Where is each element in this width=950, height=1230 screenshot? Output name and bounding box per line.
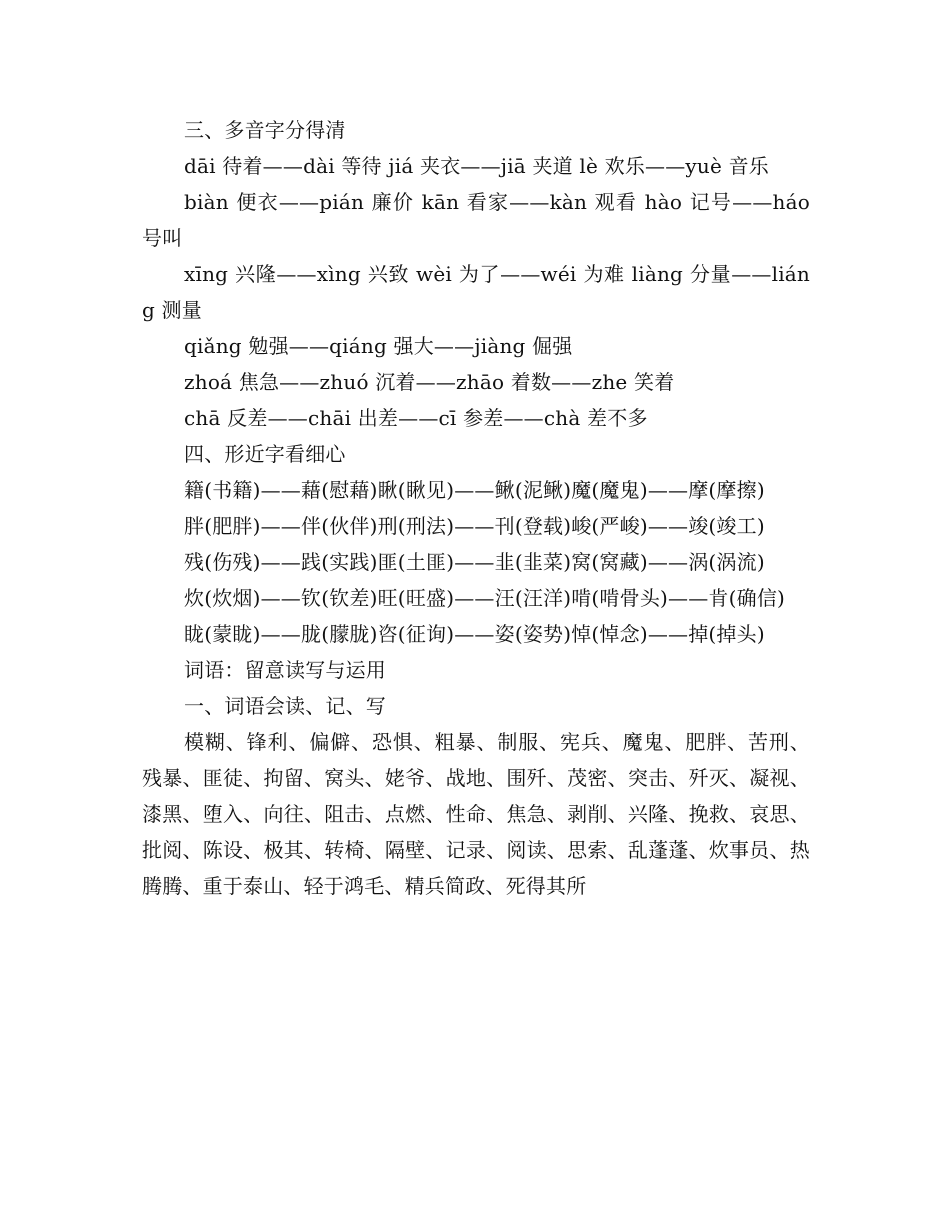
polyphonic-line: qiǎng 勉强——qiáng 强大——jiàng 倔强: [184, 334, 573, 358]
similar-chars-line: 胖(肥胖)——伴(伙伴)刑(刑法)——刊(登载)峻(严峻)——竣(竣工): [184, 514, 765, 538]
polyphonic-line: dāi 待着——dài 等待 jiá 夹衣——jiā 夹道 lè 欢乐——yuè 音乐: [184, 154, 769, 178]
polyphonic-line: chā 反差——chāi 出差——cī 参差——chà 差不多: [184, 406, 648, 430]
section-heading-vocabulary: 词语：留意读写与运用: [184, 658, 386, 682]
similar-chars-line: 眬(蒙眬)——胧(朦胧)咨(征询)——姿(姿势)悼(悼念)——掉(掉头): [184, 622, 765, 646]
document-body: [142, 112, 810, 904]
polyphonic-line: biàn 便衣——pián 廉价 kān 看家——kàn 观看 hào 记号——háo 号叫: [142, 190, 810, 250]
vocabulary-paragraph: 模糊、锋利、偏僻、恐惧、粗暴、制服、宪兵、魔鬼、肥胖、苦刑、残暴、匪徒、拘留、窝头、姥爷、战地、围歼、茂密、突击、歼灭、凝视、漆黑、堕入、向往、阻击、点燃、性命、焦急、剥削、兴隆、挽救、哀思、批阅、陈设、极其、转椅、隔壁、记录、阅读、思索、乱蓬蓬、炊事员、热腾腾、重于泰山、轻于鸿毛、精兵简政、死得其所: [142, 730, 810, 898]
subsection-heading-vocabulary: 一、词语会读、记、写: [184, 694, 386, 718]
similar-chars-line: 炊(炊烟)——钦(钦差)旺(旺盛)——汪(汪洋)啃(啃骨头)——肯(确信): [184, 586, 786, 610]
similar-chars-line: 籍(书籍)——藉(慰藉)瞅(瞅见)——鳅(泥鳅)魔(魔鬼)——摩(摩擦): [184, 478, 765, 502]
similar-chars-line: 残(伤残)——践(实践)匪(土匪)——韭(韭菜)窝(窝藏)——涡(涡流): [184, 550, 765, 574]
section-heading-similar-chars: 四、形近字看细心: [184, 442, 346, 466]
polyphonic-line: zhoá 焦急——zhuó 沉着——zhāo 着数——zhe 笑着: [184, 370, 675, 394]
polyphonic-line: xīng 兴隆——xìng 兴致 wèi 为了——wéi 为难 liàng 分量——liáng 测量: [142, 262, 810, 322]
section-heading-polyphonic: 三、多音字分得清: [184, 118, 346, 142]
